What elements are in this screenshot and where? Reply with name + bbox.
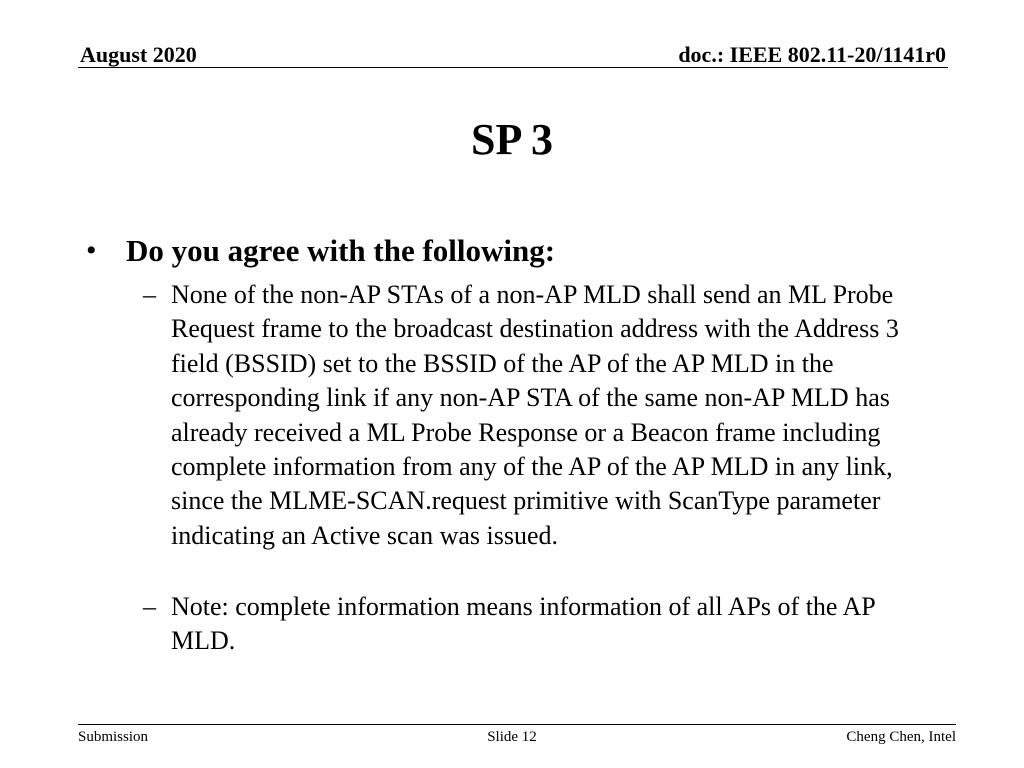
footer-divider — [78, 724, 956, 725]
slide-title: SP 3 — [471, 115, 553, 164]
sub-item-text: Note: complete information means information of all APs of the AP MLD. — [171, 592, 875, 656]
dash-icon: – — [143, 280, 156, 309]
dash-icon: – — [143, 592, 156, 621]
sub-item-note — [143, 590, 943, 662]
footer-author: Cheng Chen, Intel — [846, 729, 956, 745]
header-date: August 2020 — [80, 42, 197, 67]
footer-submission: Submission — [78, 729, 149, 745]
header-divider — [78, 67, 948, 68]
sub-item-proposal — [143, 278, 943, 588]
sub-item-text: None of the non-AP STAs of a non-AP MLD shall send an ML Probe Request frame to the broadcast destination address with the Address 3 field (BSSID) set to the BSSID of the AP of the AP MLD in the corresponding link if any non-AP STA of the same non-AP MLD has already received a ML Probe Response or a Beacon frame including complete information from any of the AP of the AP MLD in any link, since the MLME-SCAN.request primitive with ScanType parameter indicating an Active scan was issued. — [171, 280, 899, 550]
bullet-dot-icon: • — [86, 234, 97, 267]
footer-slide-number: Slide 12 — [487, 729, 537, 745]
bullet-item — [86, 230, 946, 274]
header-doc-id: doc.: IEEE 802.11-20/1141r0 — [678, 42, 946, 67]
bullet-question: Do you agree with the following: — [126, 233, 556, 268]
